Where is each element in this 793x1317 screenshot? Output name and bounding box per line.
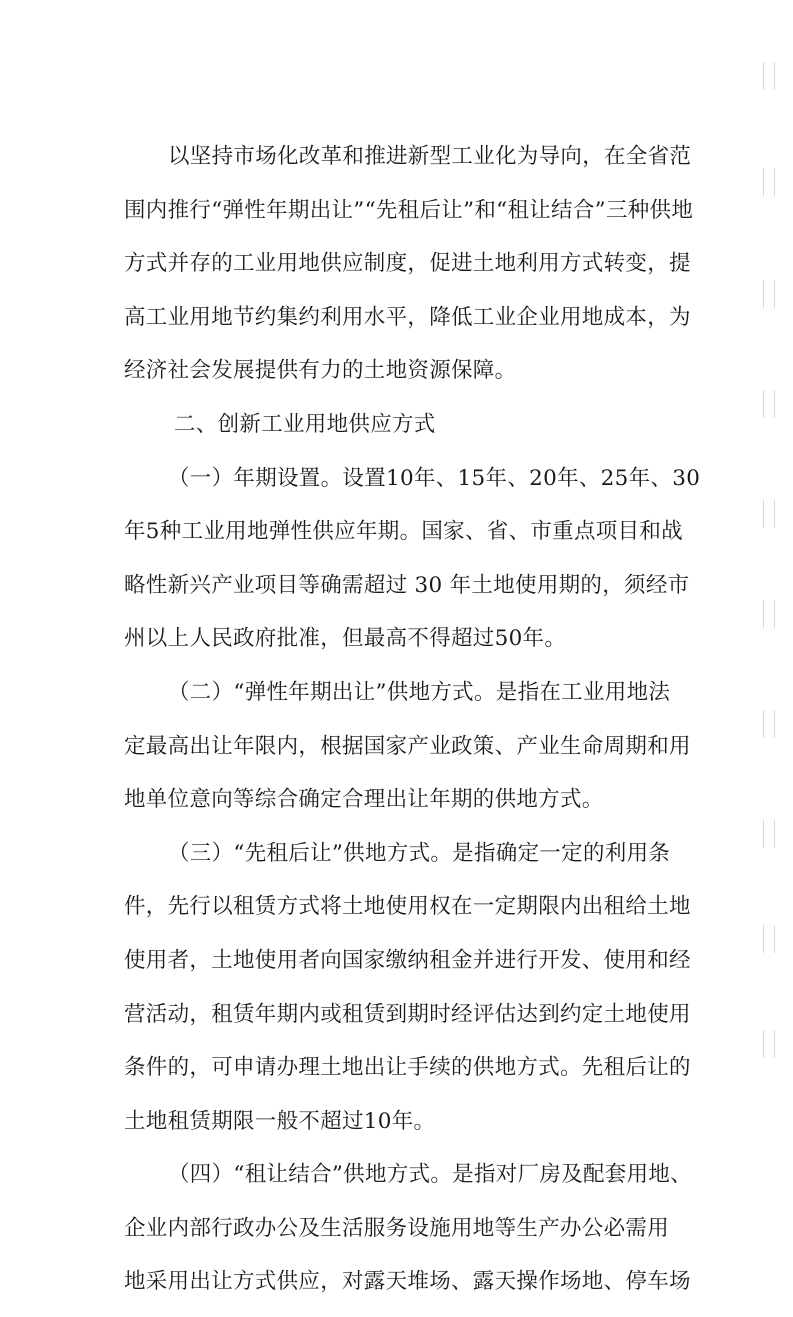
scan-edge-mark <box>763 925 775 953</box>
paragraph-line: 以坚持市场化改革和推进新型工业化为导向，在全省范 <box>168 144 692 169</box>
paragraph-line: 略性新兴产业项目等确需超过 30 年土地使用期的，须经市 <box>124 572 690 598</box>
paragraph-line: （三）“先租后让”供地方式。是指确定一定的利用条 <box>168 840 671 866</box>
paragraph-line: 经济社会发展提供有力的土地资源保障。 <box>124 358 517 384</box>
paragraph-line: 地采用出让方式供应，对露天堆场、露天操作场地、停车场 <box>124 1269 691 1295</box>
scan-edge-mark <box>763 1030 775 1058</box>
body-text <box>124 138 701 1317</box>
paragraph-line: 地单位意向等综合确定合理出让年期的供地方式。 <box>124 787 604 813</box>
scan-edge-mark <box>763 710 775 738</box>
paragraph-line: 定最高出让年限内，根据国家产业政策、产业生命周期和用 <box>124 733 691 759</box>
paragraph-line: 营活动，租赁年期内或租赁到期时经评估达到约定土地使用 <box>124 1001 691 1027</box>
section-heading: 二、创新工业用地供应方式 <box>174 411 436 437</box>
paragraph-line: （四）“租让结合”供地方式。是指对厂房及配套用地、 <box>168 1162 692 1188</box>
paragraph-line: 高工业用地节约集约利用水平，降低工业企业用地成本，为 <box>124 304 691 330</box>
paragraph-line: 企业内部行政办公及生活服务设施用地等生产办公必需用 <box>124 1215 670 1241</box>
scan-edge-mark <box>763 820 775 848</box>
scan-edge-mark <box>763 280 775 308</box>
paragraph-line: （一）年期设置。设置10年、15年、20年、25年、30 <box>168 465 701 491</box>
paragraph-line: 条件的，可申请办理土地出让手续的供地方式。先租后让的 <box>124 1055 691 1081</box>
paragraph-line: 年5种工业用地弹性供应年期。国家、省、市重点项目和战 <box>124 519 683 545</box>
paragraph-line: 州以上人民政府批准，但最高不得超过50年。 <box>124 626 567 652</box>
paragraph-line: （二）“弹性年期出让”供地方式。是指在工业用地法 <box>168 679 671 705</box>
paragraph-line: 围内推行“弹性年期出让”“先租后让”和“租让结合”三种供地 <box>124 197 694 223</box>
paragraph-line: 使用者，土地使用者向国家缴纳租金并进行开发、使用和经 <box>124 947 691 973</box>
paragraph-line: 土地租赁期限一般不超过10年。 <box>124 1108 436 1134</box>
scan-edge-mark <box>763 600 775 628</box>
paragraph-line: 方式并存的工业用地供应制度，促进土地利用方式转变，提 <box>124 251 691 277</box>
scan-edge-mark <box>763 168 775 196</box>
scan-edge-mark <box>763 62 775 90</box>
scan-edge-mark <box>763 390 775 418</box>
scan-edge-mark <box>763 500 775 528</box>
paragraph-line: 件，先行以租赁方式将土地使用权在一定期限内出租给土地 <box>124 894 691 920</box>
